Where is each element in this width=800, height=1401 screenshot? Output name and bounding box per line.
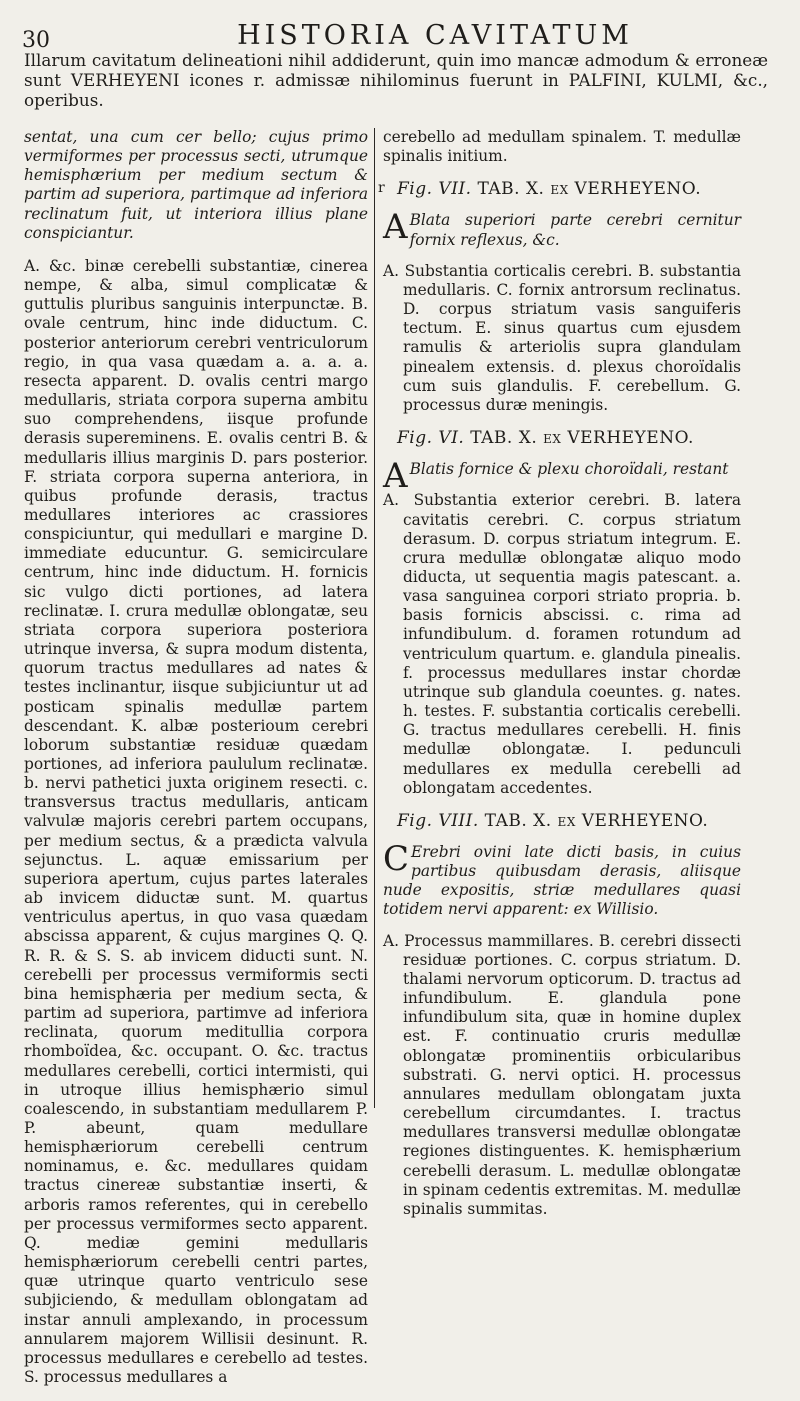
fig7-lead-text: Blata superiori parte cerebri cernitur fornix reflexus, &c.	[409, 211, 741, 249]
fig6-source: TAB. X. ex VERHEYENO.	[470, 428, 694, 449]
intro-paragraph: Illarum cavitatum delineationi nihil addiderunt, quin imo mancæ admodum & erroneæ sunt VERHEYENI icones r. admissæ nihilominus fuerunt in PALFINI, KULMI, &c., operibus.	[24, 50, 768, 110]
marginal-note-r: r	[378, 180, 385, 196]
left-paragraph-2: A. &c. binæ cerebelli substantiæ, cinerea nempe, & alba, simul complicatæ & guttulis pluribus sanguinis interpunctæ. B. ovale centrum, hinc inde diductum. C. posterior anteriorum cerebri ventriculorum regio, in qua vasa quædam a. a. a. a. resecta apparent. D. ovalis centri margo medullaris, striata corpora superna ambitu suo comprehendens, iisque profunde derasis supereminens. E. ovalis centri B. & medullaris illius marginis D. pars posterior. F. striata corpora superna anteriora, in quibus profunde derasis, tractus medullares interiores ac crassiores conspiciuntur, qui medullari e margine D. immediate educuntur. G. semicirculare centrum, hinc inde diductum. H. fornicis sic vulgo dicti portiones, ad latera reclinatæ. I. crura medullæ oblongatæ, seu striata corpora superiora posteriora utrinque inversa, & supra modum distenta, quorum tractus medullares ad nates & testes inclinantur, iisque subjiciuntur ut ad posticam spinalis medullæ partem descendant. K. albæ posterioum cerebri loborum substantiæ residuæ quædam portiones, ad inferiora paululum reclinatæ. b. nervi pathetici juxta originem resecti. c. transversus tractus medullaris, anticam valvulæ majoris cerebri partem occupans, per medium sectus, & a prædicta valvula sejunctus. L. aquæ emissarium per superiora apertum, cujus partes laterales ab invicem diductæ sunt. M. quartus ventriculus apertus, in quo vasa quædam abscissa apparent, & cujus margines Q. Q. R. R. & S. S. ab invicem diducti sunt. N. cerebelli per processus vermiformis secti bina hemisphæria per medium secta, & partim ad superiora, partimve ad inferiora reclinata, quorum meditullia corpora rhomboïdea, &c. occupant. O. &c. tractus medullares cerebelli, cortici intermisti, qui in utroque illius hemisphærio simul coalescendo, in substantiam medullarem P. P. abeunt, quam medullare hemisphæriorum cerebelli centrum nominamus, e. &c. medullares quidam tractus cinereæ substantiæ inserti, & arboris ramos referentes, qui in cerebello per processus vermiformes secto apparent. Q. mediæ gemini medullaris hemisphæriorum cerebelli centri partes, quæ utrinque quarto ventriculo sese subjiciendo, & medullam oblongatam ad instar annuli amplexando, in processum annularem majorem Willisii desinunt. R. processus medullares e cerebello ad testes. S. processus medullares a	[24, 256, 368, 1386]
fig6-label: Fig. VI.	[397, 428, 465, 449]
fig6-drop-cap: A	[383, 456, 408, 497]
fig6-heading	[397, 429, 741, 448]
fig6-lead	[383, 456, 741, 497]
fig7-heading	[397, 180, 741, 199]
fig8-heading	[397, 812, 741, 831]
fig8-source: TAB. X. ex VERHEYENO.	[484, 810, 709, 831]
fig8-lead-text: Erebri ovini late dicti basis, in cuius partibus quibusdam derasis, aliisque nude expositis, striæ medullares quasi totidem nervi apparent: ex Willisio.	[383, 843, 741, 919]
fig8-drop-cap: C	[383, 839, 410, 879]
fig7-label: Fig. VII.	[397, 179, 472, 200]
left-column	[24, 128, 368, 1401]
running-head: HISTORIA CAVITATUM	[237, 20, 633, 51]
left-paragraph-1: sentat, una cum cer bello; cujus primo vermiformes per processus secti, utrumque hemisphærium per medium sectum & partim ad superiora, partimque ad inferiora reclinatum fuit, ut interiora illius plane conspiciantur.	[24, 128, 368, 242]
fig7-body: A. Substantia corticalis cerebri. B. substantia medullaris. C. fornix antrorsum reclinatus. D. corpus striatum vasis sanguiferis tectum. E. sinus quartus cum ejusdem ramulis & arteriolis supra glandulam pinealem extensis. d. plexus choroïdalis cum suis glandulis. F. cerebellum. G. processus duræ meningis.	[383, 261, 741, 414]
right-column	[383, 128, 741, 1233]
fig8-body: A. Processus mammillares. B. cerebri dissecti residuæ portiones. C. corpus striatum. D. thalami nervorum opticorum. D. tractus ad infundibulum. E. glandula pone infundibulum sita, quæ in homine duplex est. F. continuatio cruris medullæ oblongatæ prominentiis orbicularibus substrati. G. nervi optici. H. processus annulares medullam oblongatam juxta cerebellum circumdantes. I. tractus medullares transversi medullæ oblongatæ regiones distinguentes. K. hemisphærium cerebelli derasum. L. medullæ oblongatæ in spinam cedentis extremitas. M. medullæ spinalis summitas.	[383, 931, 741, 1218]
fig7-source: TAB. X. ex VERHEYENO.	[477, 179, 702, 200]
fig6-lead-text: Blatis fornice & plexu choroïdali, restant	[409, 460, 729, 479]
page-number: 30	[22, 28, 50, 53]
fig6-body: A. Substantia exterior cerebri. B. latera cavitatis cerebri. C. corpus striatum derasum. D. corpus striatum integrum. E. crura medullæ oblongatæ aliquo modo diducta, ut sequentia magis patescant. a. vasa sanguinea corpori striato propria. b. basis fornicis abscissi. c. rima ad infundibulum. d. foramen rotundum ad ventriculum quartum. e. glandula pinealis. f. processus medullares instar chordæ utrinque sub glandula coeuntes. g. nates. h. testes. F. substantia corticalis cerebelli. G. tractus medullares cerebelli. H. finis medullæ oblongatæ. I. pedunculi medullares ex medulla cerebelli ad oblongatam accedentes.	[383, 491, 741, 797]
right-paragraph-1: cerebello ad medullam spinalem. T. medullæ spinalis initium.	[383, 128, 741, 166]
column-rule	[374, 128, 375, 1108]
fig7-drop-cap: A	[383, 207, 408, 248]
fig7-lead	[383, 207, 741, 249]
fig8-lead	[383, 839, 741, 920]
fig8-label: Fig. VIII.	[397, 810, 479, 831]
